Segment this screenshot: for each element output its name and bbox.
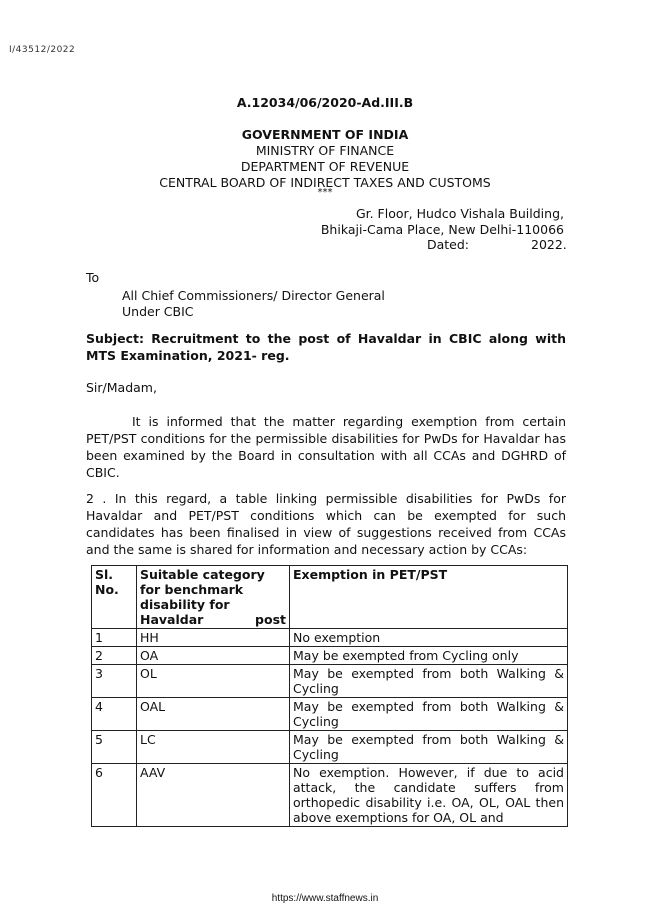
- paragraph-1-text: It is informed that the matter regarding exemption from certain PET/PST conditions for the permissible disabilities for PwDs for Havaldar has been examined by the Board in consultation with all CCAs and DGHRD of CBIC.: [86, 414, 566, 480]
- cell-category: AAV: [137, 764, 290, 827]
- paragraph-1: [86, 413, 566, 481]
- recipient-line-1: All Chief Commissioners/ Director General: [122, 288, 385, 303]
- table-row: [92, 647, 568, 665]
- cell-sl: 5: [92, 731, 137, 764]
- cell-category: OAL: [137, 698, 290, 731]
- address-line-2: Bhikaji-Cama Place, New Delhi-110066: [320, 222, 564, 237]
- table-row: [92, 731, 568, 764]
- header-separator: ***: [317, 187, 333, 198]
- header-department: DEPARTMENT OF REVENUE: [240, 159, 410, 174]
- footer-website-link[interactable]: https://www.staffnews.in: [271, 893, 379, 904]
- cell-sl: 6: [92, 764, 137, 827]
- cell-exemption: May be exempted from both Walking & Cycling: [290, 665, 568, 698]
- cell-exemption: No exemption. However, if due to acid attack, the candidate suffers from orthopedic disability i.e. OA, OL, OAL then above exemptions for OA, OL and: [290, 764, 568, 827]
- recipient-line-2: Under CBIC: [122, 304, 194, 319]
- subject-line: Subject: Recruitment to the post of Havaldar in CBIC along with MTS Examination, 2021- reg.: [86, 331, 566, 363]
- header-ministry: MINISTRY OF FINANCE: [255, 143, 395, 158]
- address-line-1: Gr. Floor, Hudco Vishala Building,: [355, 206, 564, 221]
- table-row: [92, 629, 568, 647]
- cell-sl: 2: [92, 647, 137, 665]
- cell-category: OA: [137, 647, 290, 665]
- table-row: [92, 764, 568, 827]
- reference-number: I/43512/2022: [9, 45, 76, 55]
- header-category: Suitable category for benchmark disability for Havaldar post: [137, 566, 290, 629]
- header-sl-no: Sl. No.: [92, 566, 137, 629]
- dated-label: Dated:: [427, 237, 470, 252]
- salutation: Sir/Madam,: [86, 380, 157, 395]
- cell-sl: 3: [92, 665, 137, 698]
- cell-exemption: May be exempted from both Walking & Cycling: [290, 731, 568, 764]
- cell-category: LC: [137, 731, 290, 764]
- cell-category: HH: [137, 629, 290, 647]
- cell-exemption: May be exempted from both Walking & Cycling: [290, 698, 568, 731]
- table-header-row: [92, 566, 568, 629]
- file-number: A.12034/06/2020-Ad.III.B: [236, 95, 414, 110]
- dated-year: 2022.: [531, 237, 567, 252]
- cell-exemption: May be exempted from Cycling only: [290, 647, 568, 665]
- table-row: [92, 665, 568, 698]
- table-row: [92, 698, 568, 731]
- cell-category: OL: [137, 665, 290, 698]
- cell-sl: 1: [92, 629, 137, 647]
- cell-exemption: No exemption: [290, 629, 568, 647]
- disability-exemption-table: [91, 565, 568, 827]
- to-label: To: [86, 270, 100, 285]
- header-exemption: Exemption in PET/PST: [290, 566, 568, 629]
- paragraph-2: 2 . In this regard, a table linking permissible disabilities for PwDs for Havaldar and PET/PST conditions which can be exempted for such candidates has been finalised in view of suggestions received from CCAs and the same is shared for information and necessary action by CCAs:: [86, 491, 566, 557]
- header-board: CENTRAL BOARD OF INDIRECT TAXES AND CUSTOMS: [159, 175, 491, 190]
- header-government: GOVERNMENT OF INDIA: [241, 127, 409, 142]
- cell-sl: 4: [92, 698, 137, 731]
